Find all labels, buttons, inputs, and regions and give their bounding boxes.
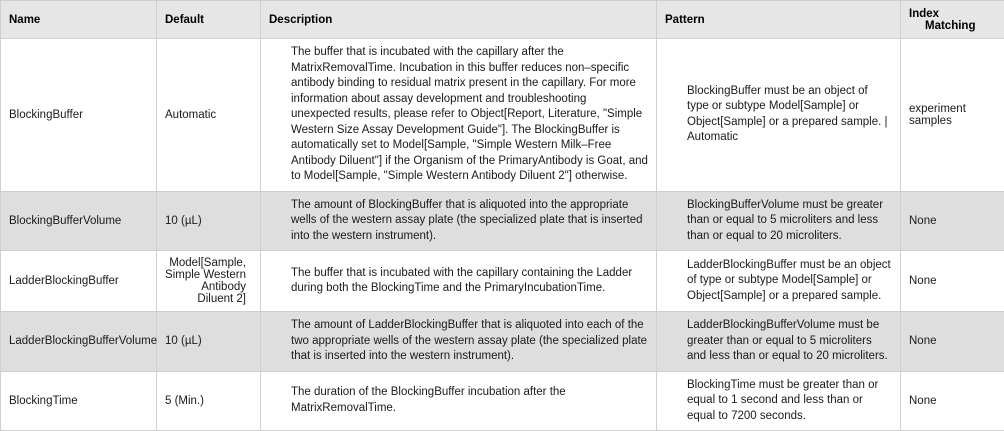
cell-name: BlockingTime — [1, 371, 157, 431]
description-text: The amount of LadderBlockingBuffer that is aliquoted into each of the two appropriate wells of the western assay plate (the specialized plate that is inserted into the western instrument). — [269, 318, 648, 365]
pattern-text: LadderBlockingBufferVolume must be greater than or equal to 5 microliters and less than or equal to 20 microliters. — [665, 318, 892, 365]
cell-default: 10 (µL) — [157, 312, 261, 372]
column-header-index-matching — [901, 1, 1004, 39]
cell-pattern — [657, 251, 901, 312]
cell-name: BlockingBuffer — [1, 39, 157, 192]
cell-default: Automatic — [157, 39, 261, 192]
table-header — [1, 1, 1004, 39]
cell-default: 5 (Min.) — [157, 371, 261, 431]
cell-name: BlockingBufferVolume — [1, 191, 157, 251]
column-header-index-line1: Index — [909, 8, 939, 20]
pattern-text: BlockingTime must be greater than or equal to 1 second and less than or equal to 7200 seconds. — [665, 378, 892, 425]
cell-description — [261, 371, 657, 431]
table-row — [1, 191, 1004, 251]
column-header-index-line2: Matching — [909, 20, 996, 32]
column-header-pattern: Pattern — [657, 1, 901, 39]
description-text: The buffer that is incubated with the capillary containing the Ladder during both the BlockingTime and the PrimaryIncubationTime. — [269, 266, 648, 297]
table-row — [1, 312, 1004, 372]
cell-name: LadderBlockingBuffer — [1, 251, 157, 312]
cell-index-matching: None — [901, 251, 1004, 312]
description-text: The buffer that is incubated with the capillary after the MatrixRemovalTime. Incubation in this buffer reduces non–specific antibody binding to residual matrix present in the capillary. For more information about assay development and troubleshooting unexpected results, please refer to Object[Report, Literature, "Simple Western Size Assay Development Guide"]. The BlockingBuffer is automatically set to Model[Sample, "Simple Western Milk–Free Antibody Diluent"] if the Organism of the PrimaryAntibody is Goat, and to Model[Sample, "Simple Western Antibody Diluent 2"] otherwise. — [269, 45, 648, 185]
cell-index-matching: None — [901, 371, 1004, 431]
column-header-name: Name — [1, 1, 157, 39]
cell-pattern — [657, 371, 901, 431]
description-text: The amount of BlockingBuffer that is aliquoted into the appropriate wells of the western assay plate (the specialized plate that is inserted into the western instrument). — [269, 198, 648, 245]
cell-description — [261, 251, 657, 312]
cell-index-matching: experiment samples — [901, 39, 1004, 192]
cell-pattern — [657, 39, 901, 192]
cell-description — [261, 39, 657, 192]
table-row — [1, 39, 1004, 192]
pattern-text: LadderBlockingBuffer must be an object of type or subtype Model[Sample] or Object[Sample] or a prepared sample. — [665, 258, 892, 305]
cell-description — [261, 312, 657, 372]
description-text: The duration of the BlockingBuffer incubation after the MatrixRemovalTime. — [269, 385, 648, 416]
cell-name: LadderBlockingBufferVolume — [1, 312, 157, 372]
table-row — [1, 251, 1004, 312]
pattern-text: BlockingBuffer must be an object of type or subtype Model[Sample] or Object[Sample] or a prepared sample. | Automatic — [665, 84, 892, 146]
cell-description — [261, 191, 657, 251]
cell-index-matching: None — [901, 191, 1004, 251]
cell-pattern — [657, 191, 901, 251]
cell-index-matching: None — [901, 312, 1004, 372]
table-header-row — [1, 1, 1004, 39]
cell-default: Model[Sample, Simple Western Antibody Diluent 2] — [157, 251, 261, 312]
table-body — [1, 39, 1004, 431]
cell-default: 10 (µL) — [157, 191, 261, 251]
pattern-text: BlockingBufferVolume must be greater than or equal to 5 microliters and less than or equal to 20 microliters. — [665, 198, 892, 245]
table-row — [1, 371, 1004, 431]
column-header-description: Description — [261, 1, 657, 39]
column-header-default: Default — [157, 1, 261, 39]
cell-pattern — [657, 312, 901, 372]
